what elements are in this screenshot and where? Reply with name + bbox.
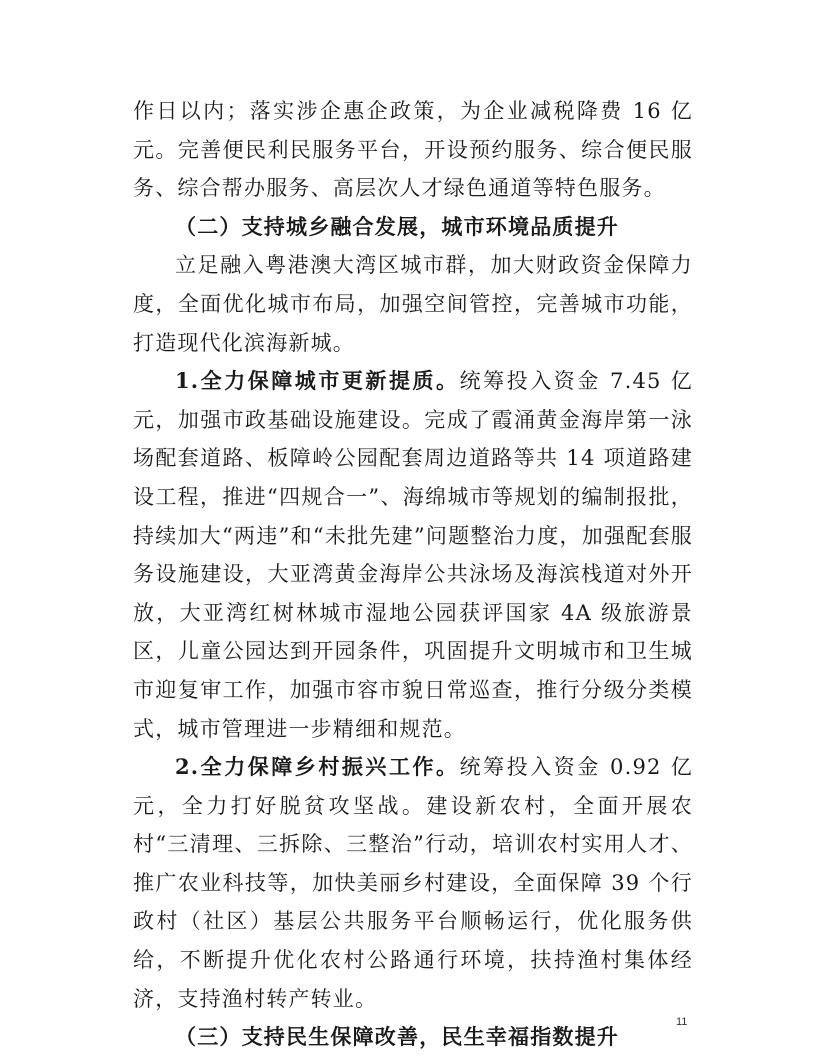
paragraph-rural-revitalization: [133, 748, 693, 1018]
paragraph-lead-urban-renewal: 1.全力保障城市更新提质。: [175, 368, 460, 394]
section-heading-3: （三）支持民生保障改善，民生幸福指数提升: [175, 1024, 619, 1050]
paragraph-city-integration: 立足融入粤港澳大湾区城市群，加大财政资金保障力度，全面优化城市布局，加强空间管控，完善城市功能，打造现代化滨海新城。: [133, 253, 693, 355]
page-body: [133, 92, 693, 1057]
paragraph-lead-rural-revitalization: 2.全力保障乡村振兴工作。: [175, 754, 460, 780]
paragraph-body-urban-renewal: 统筹投入资金 7.45 亿元，加强市政基础设施建设。完成了霞涌黄金海岸第一泳场配套道路、板障岭公园配套周边道路等共 14 项道路建设工程，推进“四规合一”、海绵城市等规划的编制报批，持续加大“两违”和“未批先建”问题整治力度，加强配套服务设施建设，大亚湾黄金海岸公共泳场及海滨栈道对外开放，大亚湾红树林城市湿地公园获评国家 4A 级旅游景区，儿童公园达到开园条件，巩固提升文明城市和卫生城市迎复审工作，加强市容市貌日常巡查，推行分级分类模式，城市管理进一步精细和规范。: [133, 369, 693, 741]
paragraph-urban-renewal: [133, 362, 693, 748]
paragraph-continuation: 作日以内；落实涉企惠企政策，为企业减税降费 16 亿元。完善便民利民服务平台，开设预约服务、综合便民服务、综合帮办服务、高层次人才绿色通道等特色服务。: [133, 99, 693, 201]
section-heading-2: （二）支持城乡融合发展，城市环境品质提升: [175, 213, 619, 239]
page-number: 11: [676, 1016, 688, 1028]
paragraph-body-rural-revitalization: 统筹投入资金 0.92 亿元，全力打好脱贫攻坚战。建设新农村，全面开展农村“三清理、三拆除、三整治”行动，培训农村实用人才、推广农业科技等，加快美丽乡村建设，全面保障 39 个行政村（社区）基层公共服务平台顺畅运行，优化服务供给，不断提升优化农村公路通行环境，扶持渔村集体经济，支持渔村转产转业。: [133, 755, 693, 1011]
